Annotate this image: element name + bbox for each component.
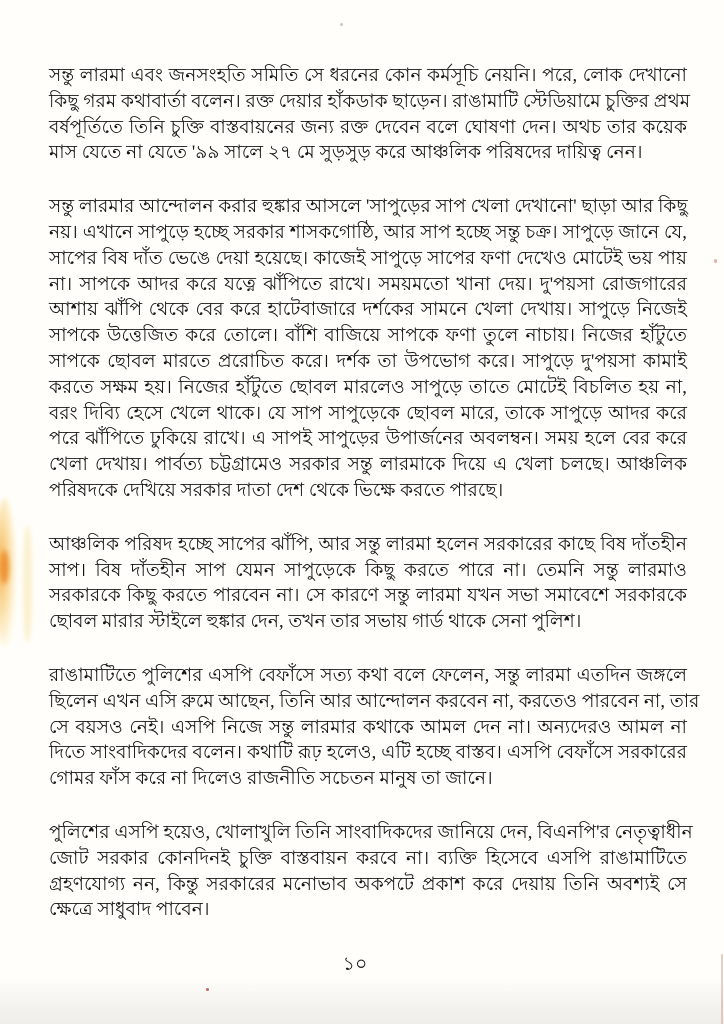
text-line: করতে সক্ষম হয়। নিজের হাঁটুতে ছোবল মারলেও সাপুড়ে তাতে মোটেই বিচলিত হয় না, [49, 377, 687, 398]
text-line: সাপকে ছোবল মারতে প্ররোচিত করে। দর্শক তা উপভোগ করে। সাপুড়ে দু'পয়সা কামাই [49, 351, 687, 372]
scan-stain-streak [23, 526, 32, 642]
text-line: আঞ্চলিক পরিষদ হচ্ছে সাপের ঝাঁপি, আর সন্তু লারমা হলেন সরকারের কাছে বিষ দাঁতহীন [49, 534, 687, 555]
text-line: মাস যেতে না যেতে '৯৯ সালে ২৭ মে সুড়সুড় করে আঞ্চলিক পরিষদের দায়িত্ব নেন। [49, 143, 643, 164]
text-line: পরিষদকে দেখিয়ে সরকার দাতা দেশ থেকে ভিক্ষে করতে পারছে। [49, 480, 504, 501]
text-line: রাঙামাটিতে পুলিশের এসপি বেফাঁসে সত্য কথা বলে ফেলেন, সন্তু লারমা এতদিন জঙ্গলে [49, 665, 687, 686]
text-line: খেলা দেখায়। পার্বত্য চট্টগ্রামেও সরকার সন্তু লারমাকে দিয়ে এ খেলা চলছে। আঞ্চলিক [49, 455, 687, 476]
text-line: আশায় ঝাঁপি থেকে বের করে হাটেবাজারে দর্শকের সামনে খেলা দেখায়। সাপুড়ে নিজেই [49, 300, 687, 321]
text-line: সাপের বিষ দাঁত ভেঙে দেয়া হয়েছে। কাজেই সাপুড়ে সাপের ফণা দেখেও মোটেই ভয় পায় [49, 248, 687, 269]
paragraph-2 [49, 195, 687, 505]
text-line: সন্তু লারমা এবং জনসংহতি সমিতি সে ধরনের কোন কর্মসূচি নেয়নি। পরে, লোক দেখানো [49, 66, 687, 86]
text-line: বর্ষপূর্তিতে তিনি চুক্তি বাস্তবায়নের জন্য রক্ত দেবেন বলে ঘোষণা দেন। অথচ তার কয়েক [49, 117, 687, 138]
text-line: সন্তু লারমার আন্দোলন করার হুঙ্কার আসলে 'সাপুড়ের সাপ খেলা দেখানো' ছাড়া আর কিছু [49, 197, 688, 218]
text-line: সে বয়সও নেই। এসপি নিজে সন্তু লারমার কথাকে আমল দেন না। অন্যদেরও আমল না [49, 717, 687, 738]
text-line: জোট সরকার কোনদিনই চুক্তি বাস্তবায়ন করবে না। ব্যক্তি হিসেবে এসপি রাঙামাটিতে [49, 848, 687, 869]
text-line: পুলিশের এসপি হয়েও, খোলাখুলি তিনি সাংবাদিকদের জানিয়ে দেন, বিএনপি'র নেতৃত্বাধীন [49, 822, 693, 843]
text-line: সাপকে উত্তেজিত করে তোলে। বাঁশি বাজিয়ে সাপকে ফণা তুলে নাচায়। নিজের হাঁটুতে [49, 326, 687, 347]
text-line: দিতে সাংবাদিকদের বলেন। কথাটি রূঢ় হলেও, এটি হচ্ছে বাস্তব। এসপি বেফাঁসে সরকারের [49, 743, 687, 764]
text-line: পরে ঝাঁপিতে ঢুকিয়ে রাখে। এ সাপই সাপুড়ের উপার্জনের অবলম্বন। সময় হলে বের করে [49, 429, 687, 450]
text-line: না। সাপকে আদর করে যত্নে ঝাঁপিতে রাখে। সময়মতো খানা দেয়। দু'পয়সা রোজগারের [49, 274, 687, 295]
page-number: ১০ [342, 954, 368, 975]
text-line: গ্রহণযোগ্য নন, কিন্তু সরকারের মনোভাব অকপটে প্রকাশ করে দেয়ায় তিনি অবশ্যই সে [49, 874, 687, 895]
text-block [49, 64, 700, 924]
text-line: সরকারকে কিছু করতে পারবেন না। সে কারণে সন্তু লারমা যখন সভা সমাবেশে সরকারকে [49, 586, 687, 607]
text-line: কিছু গরম কথাবার্তা বলেন। রক্ত দেয়ার হাঁকডাক ছাড়েন। রাঙামাটি স্টেডিয়ামে চুক্তির প্রথম [49, 91, 691, 112]
text-line: ক্ষেত্রে সাধুবাদ পাবেন। [49, 900, 210, 921]
paragraph-3 [49, 533, 687, 636]
scan-speck-gray [340, 23, 343, 26]
text-line: বরং দিব্যি হেসে খেলে থাকে। যে সাপ সাপুড়েকে ছোবল মারে, তাকে সাপুড়ে আদর করে [49, 403, 687, 424]
text-line: নয়। এখানে সাপুড়ে হচ্ছে সরকার শাসকগোষ্ঠি, আর সাপ হচ্ছে সন্তু চক্র। সাপুড়ে জানে যে, [49, 222, 687, 243]
scan-stain-left-hotspot [0, 550, 9, 584]
paragraph-4 [49, 664, 700, 793]
scan-shadow-band [0, 978, 724, 1024]
scan-speck-red [206, 988, 209, 991]
text-line: ছিলেন এখন এসি রুমে আছেন, তিনি আর আন্দোলন করবেন না, করতেও পারবেন না, তার [49, 691, 700, 712]
text-line: গোমর ফাঁস করে না দিলেও রাজনীতি সচেতন মানুষ তা জানে। [49, 769, 493, 790]
text-line: ছোবল মারার স্টাইলে হুঙ্কার দেন, তখন তার সভায় গার্ড থাকে সেনা পুলিশ। [49, 612, 582, 633]
scan-edge-line [721, 954, 723, 1024]
scan-speck-pink [714, 259, 717, 263]
text-line: সাপ। বিষ দাঁতহীন সাপ যেমন সাপুড়েকে কিছু করতে পারে না। তেমনি সন্তু লারমাও [49, 560, 687, 581]
paragraph-5 [49, 821, 693, 924]
paragraph-1 [49, 64, 691, 167]
